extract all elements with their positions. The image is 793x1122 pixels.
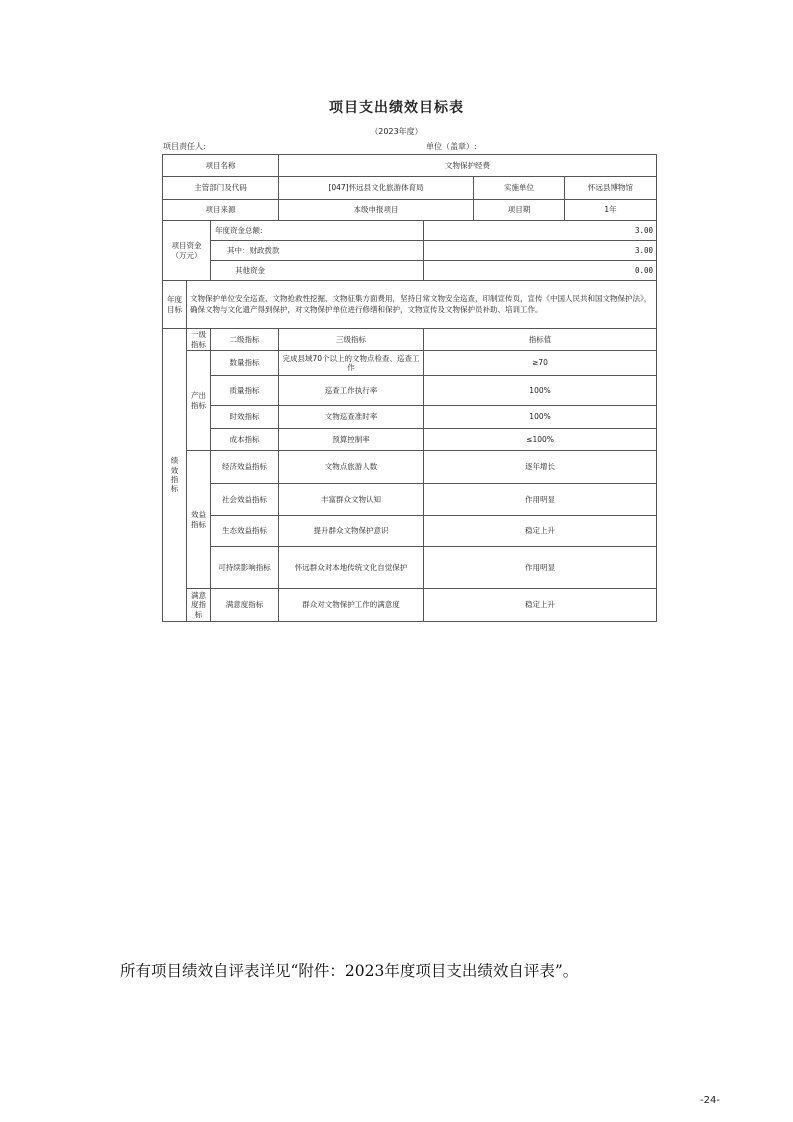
satisfaction-indicator-label: 满意 度指 标 [187, 589, 211, 622]
value-cell: 100% [424, 406, 657, 429]
value-cell: 逐年增长 [424, 451, 657, 484]
impl-unit-label: 实施单位 [474, 177, 565, 199]
unit-seal-label: 单位（盖章）: [426, 142, 477, 151]
table-row [163, 451, 657, 484]
table-row [163, 221, 657, 241]
source-label: 项目来源 [163, 200, 279, 221]
table-row [163, 406, 657, 429]
funds-fiscal-label: 其中：财政拨款 [211, 241, 424, 261]
table-row [163, 351, 657, 376]
period-label: 项目期 [474, 200, 565, 220]
footer-note: 所有项目绩效自评表详见“附件：2023年度项目支出绩效自评表”。 [120, 962, 579, 980]
table-row [163, 241, 657, 261]
value-cell: 稳定上升 [424, 516, 657, 547]
table-row [163, 429, 657, 451]
level2-cell: 满意度指标 [211, 589, 279, 622]
level3-cell: 怀远群众对本地传统文化自觉保护 [279, 547, 424, 589]
level3-cell: 完成县域70个以上的文物点检查、巡查工作 [279, 351, 424, 376]
table-row [163, 376, 657, 406]
table-row [163, 200, 657, 221]
level3-cell: 巡查工作执行率 [279, 376, 424, 406]
year-label: （2023年度） [370, 127, 423, 136]
project-name-value: 文物保护经费 [279, 155, 657, 177]
value-cell: 100% [424, 376, 657, 406]
table-row [163, 589, 657, 622]
col-level2-header: 二级指标 [211, 329, 279, 351]
table-row [163, 547, 657, 589]
table-row [163, 155, 657, 177]
dept-value: [047]怀远县文化旅游体育局 [279, 177, 474, 199]
level3-cell: 群众对文物保护工作的满意度 [279, 589, 424, 622]
level2-cell: 经济效益指标 [211, 451, 279, 484]
benefit-indicator-label: 效益 指标 [187, 451, 211, 589]
funds-total-value: 3.00 [424, 221, 657, 241]
dept-label: 主管部门及代码 [163, 177, 279, 200]
value-cell: 稳定上升 [424, 589, 657, 622]
value-cell: ≤100% [424, 429, 657, 451]
responsible-person-label: 项目责任人: [163, 142, 206, 151]
col-level1-header: 一级 指标 [187, 329, 211, 351]
period-value: 1年 [604, 205, 617, 215]
level3-cell: 文物点旅游人数 [279, 451, 424, 484]
level2-cell: 可持续影响指标 [211, 547, 279, 589]
page-number: -24- [700, 1095, 720, 1106]
level2-cell: 生态效益指标 [211, 516, 279, 547]
level3-cell: 提升群众文物保护意识 [279, 516, 424, 547]
funds-fiscal-value: 3.00 [424, 241, 657, 261]
table-row [163, 281, 657, 329]
perf-indicator-label: 绩 效 指 标 [163, 329, 187, 622]
level3-cell: 预算控制率 [279, 429, 424, 451]
level2-cell: 时效指标 [211, 406, 279, 429]
funds-other-label: 其他资金 [211, 261, 424, 281]
level2-cell: 质量指标 [211, 376, 279, 406]
value-cell: ≥70 [424, 351, 657, 376]
annual-goal-text: 文物保护单位安全巡查、文物抢救性挖掘、文物征集方面费用，坚持日常文物安全巡查，印制宣传页，宣传《中国人民共和国文物保护法》，确保文物与文化遗产得到保护，对文物保护单位进行修缮和保护，文物宣传及文物保护员补助、培训工作。 [187, 281, 657, 329]
dept-value-cell [279, 177, 657, 200]
funds-label: 项目资金 （万元） [163, 221, 211, 281]
level2-cell: 社会效益指标 [211, 484, 279, 516]
performance-target-table [162, 154, 657, 622]
page-title: 项目支出绩效目标表 [329, 100, 464, 116]
value-cell: 作用明显 [424, 547, 657, 589]
source-value: 本级申报项目 [279, 200, 474, 220]
annual-goal-label: 年度 目标 [163, 281, 187, 329]
col-value-header: 指标值 [424, 329, 657, 351]
table-row [163, 261, 657, 281]
col-level3-header: 三级指标 [279, 329, 424, 351]
value-cell: 作用明显 [424, 484, 657, 516]
funds-other-value: 0.00 [424, 261, 657, 281]
output-indicator-label: 产出 指标 [187, 351, 211, 451]
project-name-label: 项目名称 [163, 155, 279, 177]
table-row [163, 484, 657, 516]
source-value-cell [279, 200, 657, 221]
table-row [163, 516, 657, 547]
level3-cell: 丰富群众文物认知 [279, 484, 424, 516]
level2-cell: 数量指标 [211, 351, 279, 376]
level3-cell: 文物巡查准时率 [279, 406, 424, 429]
impl-unit-value: 怀远县博物馆 [588, 183, 634, 193]
funds-total-label: 年度资金总额: [211, 221, 424, 241]
table-row [163, 329, 657, 351]
level2-cell: 成本指标 [211, 429, 279, 451]
table-row [163, 177, 657, 200]
